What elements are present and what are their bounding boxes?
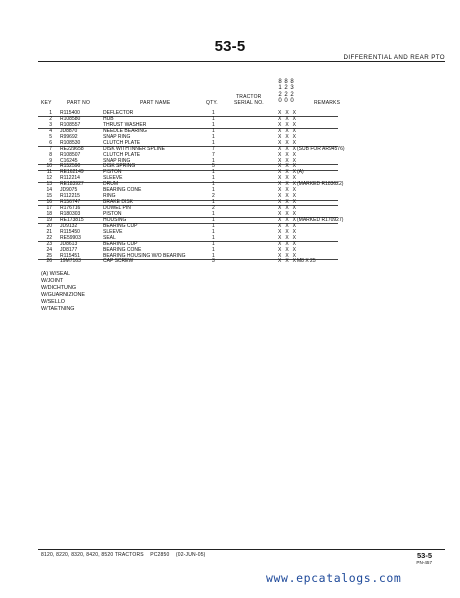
part-name: DRUM <box>103 181 118 188</box>
footer-page-number: 53-5 <box>416 551 432 560</box>
col-header-part-name: PART NAME <box>140 100 171 106</box>
part-name: DISK WITH INNER SPLINE <box>103 145 165 152</box>
part-name: BEARING CONE <box>103 187 142 194</box>
part-name: THRUST WASHER <box>103 121 147 128</box>
model-applicability: X X X <box>278 205 298 211</box>
part-key: 3 <box>49 121 52 128</box>
part-number: R115450 <box>60 228 80 235</box>
col-header-qty: QTY. <box>206 100 218 106</box>
part-key: 20 <box>46 222 52 229</box>
part-name: DOWEL PIN <box>103 205 131 211</box>
part-key: 7 <box>49 145 52 152</box>
part-qty: 2 <box>212 193 215 200</box>
col-header-key: KEY <box>41 100 52 106</box>
part-number: R176716 <box>60 205 81 211</box>
part-key: 15 <box>46 193 52 200</box>
part-number: R152590 <box>60 163 81 170</box>
footer-models-line: 8120, 8220, 8320, 8420, 8520 TRACTORS <box>41 552 144 558</box>
part-key: 25 <box>46 252 52 259</box>
part-number: R115400 <box>60 110 80 116</box>
part-qty: 1 <box>212 199 215 206</box>
note-line: (A) W/SEAL <box>41 271 71 277</box>
footer-page-code: PN-457 <box>416 560 432 565</box>
note-line: W/GUARNIZIONE <box>41 292 86 299</box>
part-name: BEARING CUP <box>103 222 138 229</box>
model-applicability: X X X <box>278 258 298 265</box>
model-applicability: X X X <box>278 169 298 176</box>
model-applicability: X X X <box>278 240 298 247</box>
part-remarks: (MARKED R170927) <box>297 216 344 223</box>
part-number: RE59903 <box>60 234 81 241</box>
part-key: 26 <box>46 258 52 265</box>
model-columns-header <box>277 79 295 105</box>
part-name: DISK SPRING <box>103 163 136 170</box>
part-name: CLUTCH PLATE <box>103 151 141 158</box>
part-qty: 1 <box>212 187 215 194</box>
col-header-part-no: PART NO <box>67 100 91 106</box>
part-number: R156747 <box>60 199 81 206</box>
part-qty: 1 <box>212 169 215 176</box>
part-qty: 1 <box>212 210 215 217</box>
parts-list <box>0 111 460 265</box>
part-number: R108557 <box>60 121 81 128</box>
part-number: R108580 <box>60 115 81 122</box>
part-name: PISTON <box>103 210 122 217</box>
model-applicability: X X X <box>278 193 298 200</box>
part-qty: 1 <box>212 115 215 122</box>
part-qty: 1 <box>212 110 215 116</box>
part-name: SNAP RING <box>103 157 131 164</box>
part-key: 12 <box>46 175 52 182</box>
part-name: NEEDLE BEARING <box>103 127 147 134</box>
part-qty: 5 <box>212 163 215 170</box>
model-applicability: X X X <box>278 139 298 146</box>
part-key: 22 <box>46 234 52 241</box>
part-key: 1 <box>49 110 52 116</box>
footer-rule <box>38 549 445 550</box>
part-number: R112215 <box>60 193 80 200</box>
note-line: W/SELLO <box>41 299 65 306</box>
part-qty: 3 <box>212 258 215 265</box>
part-qty: 1 <box>212 121 215 128</box>
model-applicability: X X X <box>278 110 298 116</box>
note-line: W/JOINT <box>41 278 64 285</box>
col-header-remarks: REMARKS <box>314 100 341 106</box>
part-key: 9 <box>49 157 52 164</box>
model-digit: 0 <box>284 98 288 105</box>
model-applicability: X X X <box>278 127 298 134</box>
model-applicability: X X X <box>278 157 298 164</box>
part-key: 4 <box>49 127 52 134</box>
part-name: BEARING HOUSING W/O BEARING <box>103 252 186 259</box>
model-digit: 0 <box>290 98 294 105</box>
part-name: RING <box>103 193 116 200</box>
part-number: R108530 <box>60 139 81 146</box>
part-name: HUB <box>103 115 114 122</box>
model-applicability: X X X <box>278 145 298 152</box>
part-qty: 1 <box>212 133 215 140</box>
model-applicability: X X X <box>278 199 298 206</box>
part-key: 10 <box>46 163 52 170</box>
part-key: 18 <box>46 210 52 217</box>
part-qty: 1 <box>212 228 215 235</box>
part-key: 8 <box>49 151 52 158</box>
note-line: W/DICHTUNG <box>41 285 77 292</box>
model-applicability: X X X <box>278 210 298 217</box>
part-remarks: M8 X 25 <box>297 258 316 265</box>
part-number: R115451 <box>60 252 80 259</box>
model-applicability: X X X <box>278 175 298 182</box>
part-key: 11 <box>46 169 52 176</box>
model-column <box>289 79 295 105</box>
part-remarks: (SUB FOR AR94576) <box>297 145 345 152</box>
part-name: SNAP RING <box>103 133 131 140</box>
part-name: SLEEVE <box>103 228 123 235</box>
model-digit: 8 <box>290 79 294 85</box>
part-qty: 2 <box>212 205 215 211</box>
part-qty: 1 <box>212 216 215 223</box>
part-key: 19 <box>46 216 52 223</box>
section-title: DIFFERENTIAL AND REAR PTO <box>343 54 445 61</box>
part-number: 19M7163 <box>60 258 81 265</box>
part-name: HOUSING <box>103 216 127 223</box>
part-key: 5 <box>49 133 52 140</box>
model-applicability: X X X <box>278 252 298 259</box>
part-number: JD9132 <box>60 222 78 229</box>
part-qty: 1 <box>212 246 215 253</box>
col-header-tractor: TRACTOR <box>236 94 262 100</box>
part-number: R180303 <box>60 210 81 217</box>
model-digit: 2 <box>290 91 294 98</box>
model-digit: 3 <box>290 85 294 92</box>
part-remarks: (A) <box>297 169 304 176</box>
part-key: 24 <box>46 246 52 253</box>
footer-date: (02-JUN-05) <box>175 552 206 558</box>
model-digit: 2 <box>278 91 282 98</box>
part-number: R99692 <box>60 133 78 140</box>
part-name: CAP SCREW <box>103 258 134 265</box>
model-applicability: X X X <box>278 121 298 128</box>
model-applicability: X X X <box>278 187 298 194</box>
part-number: JD8613 <box>60 240 78 247</box>
part-qty: 1 <box>212 175 215 182</box>
model-digit: 2 <box>284 91 288 98</box>
part-name: PISTON <box>103 169 122 176</box>
part-name: DEFLECTOR <box>103 110 134 116</box>
model-digit: 0 <box>278 98 282 105</box>
note-line: W/TAETNING <box>41 306 75 313</box>
notes-block <box>41 271 85 314</box>
part-remarks: (MARKED R183622) <box>297 181 344 188</box>
part-key: 21 <box>46 228 52 235</box>
page-number: 53-5 <box>214 38 246 55</box>
part-qty: 7 <box>212 151 215 158</box>
header-rule <box>38 61 445 62</box>
part-key: 23 <box>46 240 52 247</box>
part-number: JD9075 <box>60 187 78 194</box>
part-qty: 1 <box>212 222 215 229</box>
model-applicability: X X X <box>278 234 298 241</box>
part-row <box>0 259 460 265</box>
model-applicability: X X X <box>278 163 298 170</box>
part-qty: 1 <box>212 157 215 164</box>
part-qty: 7 <box>212 145 215 152</box>
part-name: BEARING CONE <box>103 246 142 253</box>
part-qty: 1 <box>212 252 215 259</box>
model-applicability: X X X <box>278 222 298 229</box>
model-digit: 8 <box>278 79 282 85</box>
part-number: R108507 <box>60 151 81 158</box>
model-applicability: X X X <box>278 151 298 158</box>
part-name: BEARING CUP <box>103 240 138 247</box>
part-key: 14 <box>46 187 52 194</box>
model-digit: 1 <box>278 85 282 92</box>
model-applicability: X X X <box>278 133 298 140</box>
part-qty: 1 <box>212 127 215 134</box>
part-qty: 1 <box>212 181 215 188</box>
part-number: JD8870 <box>60 127 78 134</box>
part-key: 16 <box>46 199 52 206</box>
part-number: RE162149 <box>60 169 84 176</box>
model-applicability: X X X <box>278 115 298 122</box>
footer-models <box>41 552 206 558</box>
part-name: SLEEVE <box>103 175 123 182</box>
part-key: 13 <box>46 181 52 188</box>
part-name: CLUTCH PLATE <box>103 139 141 146</box>
part-number: C16245 <box>60 157 78 164</box>
part-number: RE173815 <box>60 216 84 223</box>
model-digit: 8 <box>284 79 288 85</box>
model-digit: 2 <box>284 85 288 92</box>
watermark-link[interactable]: www.epcatalogs.com <box>266 571 402 585</box>
part-qty: 1 <box>212 139 215 146</box>
part-qty: 1 <box>212 240 215 247</box>
model-applicability: X X X <box>278 216 298 223</box>
part-number: RE229658 <box>60 145 84 152</box>
model-applicability: X X X <box>278 228 298 235</box>
model-applicability: X X X <box>278 181 298 188</box>
model-applicability: X X X <box>278 246 298 253</box>
part-number: JD8177 <box>60 246 78 253</box>
part-key: 17 <box>46 205 52 211</box>
part-number: RE183927 <box>60 181 84 188</box>
part-name: SEAL <box>103 234 116 241</box>
part-number: R112214 <box>60 175 80 182</box>
part-name: BRAKE DISK <box>103 199 134 206</box>
part-key: 2 <box>49 115 52 122</box>
col-header-serial-no: SERIAL NO. <box>234 100 264 106</box>
part-qty: 1 <box>212 234 215 241</box>
footer-catalog: PC2850 <box>150 552 170 558</box>
part-key: 6 <box>49 139 52 146</box>
